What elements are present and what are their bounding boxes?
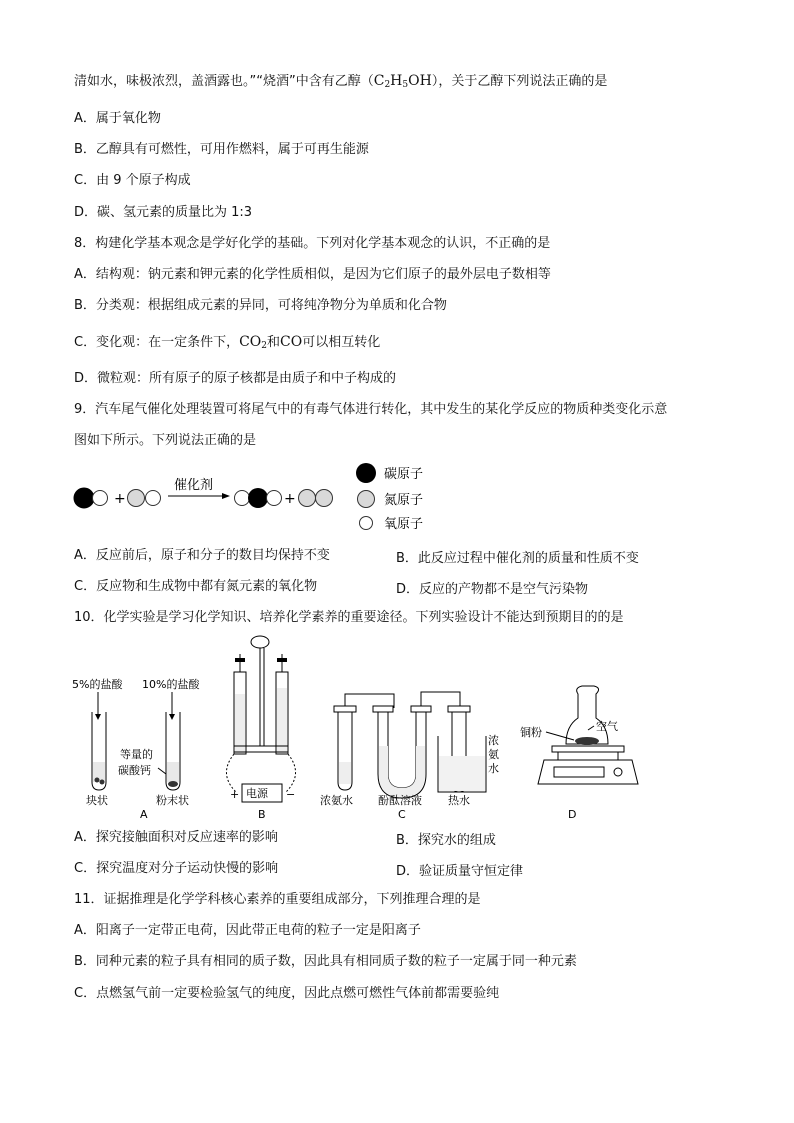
oxygen-atom xyxy=(93,491,108,506)
catalyst-label: 催化剂 xyxy=(174,478,214,493)
q7-option-d: D．碳、氢元素的质量比为 1:3 xyxy=(74,205,253,220)
legend-nitrogen-icon xyxy=(358,491,375,508)
q11-stem: 11．证据推理是化学学科核心素养的重要组成部分，下列推理合理的是 xyxy=(74,892,481,907)
q7-stem xyxy=(74,72,607,94)
c-label-right: 热水 xyxy=(448,794,470,807)
co-formula: CO xyxy=(280,334,303,350)
b-minus: − xyxy=(286,788,296,801)
c-label-left: 浓氨水 xyxy=(320,794,353,807)
nitrogen-atom xyxy=(316,490,333,507)
q9-option-d: D．反应的产物都不是空气污染物 xyxy=(396,582,589,597)
q7-formula: $C_2H_5OH$ xyxy=(373,73,432,90)
carbon-atom xyxy=(74,488,94,508)
experiment-b xyxy=(226,636,295,821)
q8-option-d: D．微粒观：所有原子的原子核都是由质子和中子构成的 xyxy=(74,371,397,386)
q8-option-a: A．结构观：钠元素和钾元素的化学性质相似，是因为它们原子的最外层电子数相等 xyxy=(74,267,551,282)
experiment-a xyxy=(72,677,200,821)
nitrogen-atom xyxy=(299,490,316,507)
legend-carbon-icon xyxy=(356,463,376,483)
c-label-3: 水 xyxy=(488,762,499,775)
q10-experiment-figure xyxy=(68,634,648,824)
oxygen-atom xyxy=(235,491,250,506)
c-label-1: 浓 xyxy=(488,734,499,747)
q10-option-a: A．探究接触面积对反应速率的影响 xyxy=(74,830,278,845)
experiment-d xyxy=(520,686,638,821)
nitrogen-atom xyxy=(128,490,145,507)
q9-stem-1: 9．汽车尾气催化处理装置可将尾气中的有毒气体进行转化，其中发生的某化学反应的物质种类变化示意 xyxy=(74,402,668,417)
q10-option-c: C．探究温度对分子运动快慢的影响 xyxy=(74,861,279,876)
q7-stem-b: ），关于乙醇下列说法正确的是 xyxy=(431,74,608,89)
a-label-caco3: 碳酸钙 xyxy=(118,764,151,777)
a-label-powder: 粉末状 xyxy=(156,794,189,807)
legend-oxygen-icon xyxy=(360,517,373,530)
plus-sign: + xyxy=(284,491,296,507)
oxygen-atom xyxy=(146,491,161,506)
q11-option-a: A．阳离子一定带正电荷，因此带正电荷的粒子一定是阳离子 xyxy=(74,923,421,938)
a-label-equal: 等量的 xyxy=(120,748,153,761)
q10-option-b: B．探究水的组成 xyxy=(396,833,496,848)
q9-option-c: C．反应物和生成物中都有氮元素的氧化物 xyxy=(74,579,318,594)
oxygen-atom xyxy=(267,491,282,506)
q9-option-a: A．反应前后，原子和分子的数目均保持不变 xyxy=(74,548,330,563)
a-label-5pct: 5%的盐酸 xyxy=(72,678,123,691)
c-letter: C xyxy=(398,808,406,821)
legend-carbon-label: 碳原子 xyxy=(384,467,424,482)
c-label-2: 氨 xyxy=(488,748,499,761)
q7-option-b: B．乙醇具有可燃性，可用作燃料，属于可再生能源 xyxy=(74,142,369,157)
plus-sign: + xyxy=(114,491,126,507)
q9-reaction-diagram xyxy=(70,455,450,535)
a-letter: A xyxy=(140,808,148,821)
q11-option-b: B．同种元素的粒子具有相同的质子数，因此具有相同质子数的粒子一定属于同一种元素 xyxy=(74,954,577,969)
flask xyxy=(566,686,608,744)
q10-stem: 10．化学实验是学习化学知识、培养化学素养的重要途径。下列实验设计不能达到预期目的的是 xyxy=(74,610,624,625)
a-label-10pct: 10%的盐酸 xyxy=(142,678,200,691)
d-label-powder: 铜粉 xyxy=(520,726,542,739)
q9-option-b: B．此反应过程中催化剂的质量和性质不变 xyxy=(396,551,639,566)
q11-option-c: C．点燃氢气前一定要检验氢气的纯度，因此点燃可燃性气体前都需要验纯 xyxy=(74,986,500,1001)
carbon-atom xyxy=(248,488,268,508)
q9-stem-2: 图如下所示。下列说法正确的是 xyxy=(74,433,257,448)
legend-nitrogen-label: 氮原子 xyxy=(384,493,424,508)
q7-stem-a: 清如水，味极浓烈，盖酒露也。”“烧酒”中含有乙醇（ xyxy=(74,74,374,89)
d-label-air: 空气 xyxy=(596,720,618,733)
experiment-c xyxy=(320,692,499,821)
q8-option-c: C．变化观：在一定条件下，$CO_2$和CO可以相互转化 xyxy=(74,334,381,351)
copper-powder xyxy=(575,737,599,745)
d-letter: D xyxy=(568,808,577,821)
arrow-head-icon xyxy=(222,493,230,499)
b-power-label: 电源 xyxy=(246,787,268,800)
q7-option-c: C．由 9 个原子构成 xyxy=(74,173,191,188)
c-label-mid: 酚酞溶液 xyxy=(378,794,422,807)
q10-option-d: D．验证质量守恒定律 xyxy=(396,864,524,879)
b-plus: + xyxy=(230,788,240,801)
q7-option-a: A．属于氧化物 xyxy=(74,111,161,126)
co2-formula: $CO_2$ xyxy=(239,334,268,351)
a-label-lump: 块状 xyxy=(86,794,108,807)
q8-stem: 8．构建化学基本观念是学好化学的基础。下列对化学基本观念的认识，不正确的是 xyxy=(74,236,551,251)
b-letter: B xyxy=(258,808,266,821)
q8-option-b: B．分类观：根据组成元素的异同，可将纯净物分为单质和化合物 xyxy=(74,298,447,313)
legend-oxygen-label: 氧原子 xyxy=(384,517,424,532)
